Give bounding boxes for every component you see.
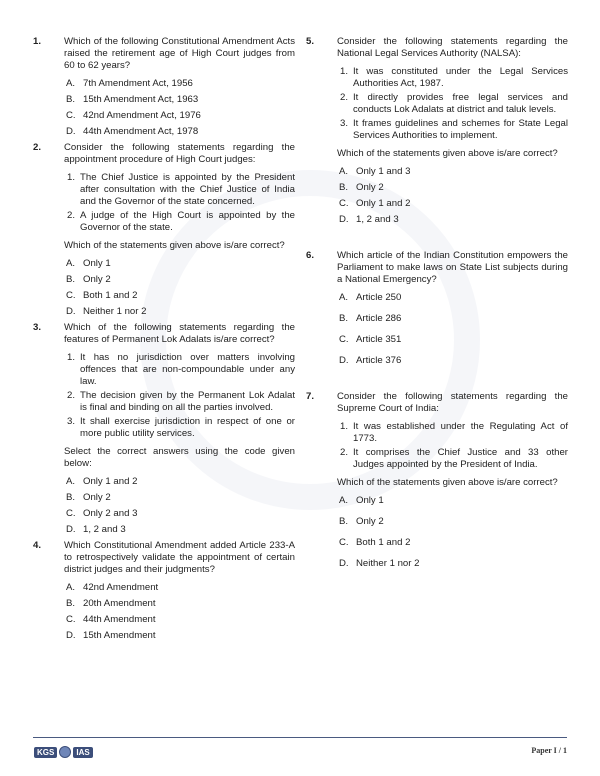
option-letter: A.	[66, 258, 76, 269]
statement-text: The decision given by the Permanent Lok Adalat is final and binding on all the parties involved.	[80, 390, 295, 413]
question-stem: Which of the following statements regarding the features of Permanent Lok Adalats is/are correct?	[64, 322, 295, 345]
option-letter: B.	[339, 516, 349, 527]
option-letter: A.	[339, 495, 349, 506]
answer-option	[337, 355, 568, 367]
question-6	[306, 250, 568, 367]
answer-option	[64, 492, 295, 504]
statement-item	[337, 66, 568, 90]
option-text: 44th Amendment Act, 1978	[83, 126, 199, 137]
question-prompt: Which of the statements given above is/are correct?	[337, 477, 558, 488]
question-1	[33, 36, 295, 138]
option-text: Neither 1 nor 2	[83, 306, 147, 317]
option-text: Article 351	[356, 334, 402, 345]
answer-option	[64, 126, 295, 138]
answer-option	[64, 258, 295, 270]
option-letter: A.	[66, 78, 76, 89]
statement-number: 2.	[67, 210, 76, 221]
statement-item	[64, 210, 295, 234]
option-letter: A.	[66, 476, 76, 487]
answer-option	[337, 166, 568, 178]
option-text: Article 376	[356, 355, 402, 366]
option-text: Only 1 and 2	[83, 476, 138, 487]
answer-option	[64, 508, 295, 520]
option-text: Both 1 and 2	[356, 537, 411, 548]
question-3	[33, 322, 295, 536]
option-letter: C.	[66, 110, 76, 121]
statement-text: The Chief Justice is appointed by the President after consultation with the Chief Justice of India and the Governor of the state concerned.	[80, 172, 295, 207]
logo-ias-text: IAS	[73, 747, 92, 758]
answer-option	[64, 476, 295, 488]
option-letter: D.	[66, 306, 76, 317]
option-text: Only 1	[83, 258, 111, 269]
answer-option	[64, 306, 295, 318]
statement-text: It frames guidelines and schemes for State Legal Services Authorities to implement.	[353, 118, 568, 141]
statement-item	[64, 352, 295, 388]
statement-item	[64, 416, 295, 440]
statement-number: 2.	[340, 92, 349, 103]
statement-list	[64, 172, 295, 234]
option-text: Only 1 and 2	[356, 198, 411, 209]
option-letter: B.	[66, 274, 76, 285]
question-stem: Which of the following Constitutional Amendment Acts raised the retirement age of High Court judges from 60 to 62 years?	[64, 36, 295, 71]
statement-number: 1.	[340, 66, 349, 77]
kgs-ias-logo	[34, 746, 93, 758]
answer-option	[64, 274, 295, 286]
option-letter: D.	[66, 126, 76, 137]
statement-item	[64, 390, 295, 414]
option-text: 1, 2 and 3	[356, 214, 399, 225]
option-letter: B.	[66, 94, 76, 105]
option-letter: D.	[66, 630, 76, 641]
question-prompt: Select the correct answers using the code given below:	[64, 446, 295, 469]
statement-text: It directly provides free legal services and conducts Lok Adalats at district and taluk levels.	[353, 92, 568, 115]
option-text: Only 2	[83, 274, 111, 285]
question-number: 3.	[33, 322, 42, 333]
page-number: Paper I / 1	[531, 746, 567, 755]
answer-option	[337, 313, 568, 325]
statement-number: 2.	[340, 447, 349, 458]
option-text: Only 1 and 3	[356, 166, 411, 177]
question-5	[306, 36, 568, 226]
statement-text: It was established under the Regulating Act of 1773.	[353, 421, 568, 444]
option-text: Only 2	[356, 182, 384, 193]
question-stem: Consider the following statements regarding the National Legal Services Authority (NALSA):	[337, 36, 568, 59]
statement-item	[337, 421, 568, 445]
statement-number: 1.	[340, 421, 349, 432]
question-prompt: Which of the statements given above is/are correct?	[64, 240, 285, 251]
option-text: Only 2 and 3	[83, 508, 138, 519]
statement-text: It shall exercise jurisdiction in respect of one or more public utility services.	[80, 416, 295, 439]
option-text: Only 2	[83, 492, 111, 503]
statement-text: It comprises the Chief Justice and 33 other Judges appointed by the President of India.	[353, 447, 568, 470]
option-letter: B.	[66, 598, 76, 609]
option-text: 42nd Amendment	[83, 582, 159, 593]
answer-option	[64, 630, 295, 642]
option-text: 15th Amendment Act, 1963	[83, 94, 199, 105]
option-letter: C.	[339, 198, 349, 209]
right-column	[306, 36, 568, 579]
question-number: 7.	[306, 391, 315, 402]
left-column	[33, 36, 295, 646]
option-text: 15th Amendment	[83, 630, 156, 641]
answer-option	[337, 537, 568, 549]
answer-option	[337, 198, 568, 210]
option-text: 1, 2 and 3	[83, 524, 126, 535]
option-letter: A.	[66, 582, 76, 593]
logo-kgs-text: KGS	[34, 747, 57, 758]
statement-number: 1.	[67, 352, 76, 363]
option-letter: C.	[66, 290, 76, 301]
statement-number: 3.	[340, 118, 349, 129]
statement-item	[337, 118, 568, 142]
answer-option	[64, 78, 295, 90]
statement-number: 3.	[67, 416, 76, 427]
option-text: Article 250	[356, 292, 402, 303]
option-letter: B.	[339, 182, 349, 193]
question-number: 4.	[33, 540, 42, 551]
option-text: 7th Amendment Act, 1956	[83, 78, 193, 89]
option-letter: A.	[339, 292, 349, 303]
question-stem: Consider the following statements regarding the Supreme Court of India:	[337, 391, 568, 414]
option-letter: D.	[66, 524, 76, 535]
answer-option	[337, 334, 568, 346]
option-letter: D.	[339, 355, 349, 366]
option-letter: C.	[339, 334, 349, 345]
answer-option	[337, 214, 568, 226]
question-number: 1.	[33, 36, 42, 47]
answer-option	[64, 598, 295, 610]
statement-list	[64, 352, 295, 440]
answer-option	[337, 182, 568, 194]
globe-icon	[59, 746, 71, 758]
question-stem: Consider the following statements regarding the appointment procedure of High Court judges:	[64, 142, 295, 165]
answer-option	[337, 495, 568, 507]
answer-option	[337, 516, 568, 528]
statement-list	[337, 421, 568, 471]
statement-item	[64, 172, 295, 208]
answer-option	[64, 290, 295, 302]
option-letter: B.	[66, 492, 76, 503]
option-text: Only 1	[356, 495, 384, 506]
answer-option	[64, 524, 295, 536]
option-text: 20th Amendment	[83, 598, 156, 609]
statement-item	[337, 447, 568, 471]
option-letter: A.	[339, 166, 349, 177]
question-number: 2.	[33, 142, 42, 153]
question-7	[306, 391, 568, 570]
option-letter: D.	[339, 558, 349, 569]
question-prompt: Which of the statements given above is/are correct?	[337, 148, 558, 159]
option-text: 42nd Amendment Act, 1976	[83, 110, 201, 121]
statement-item	[337, 92, 568, 116]
answer-option	[64, 582, 295, 594]
option-letter: C.	[339, 537, 349, 548]
statement-text: It was constituted under the Legal Services Authorities Act, 1987.	[353, 66, 568, 89]
question-stem: Which article of the Indian Constitution empowers the Parliament to make laws on State List subjects during a National Emergency?	[337, 250, 568, 285]
statement-list	[337, 66, 568, 142]
option-text: Only 2	[356, 516, 384, 527]
statement-text: A judge of the High Court is appointed by the Governor of the state.	[80, 210, 295, 233]
option-letter: B.	[339, 313, 349, 324]
question-number: 5.	[306, 36, 315, 47]
statement-number: 1.	[67, 172, 76, 183]
option-text: Article 286	[356, 313, 402, 324]
statement-number: 2.	[67, 390, 76, 401]
option-text: 44th Amendment	[83, 614, 156, 625]
answer-option	[64, 614, 295, 626]
answer-option	[337, 292, 568, 304]
option-text: Neither 1 nor 2	[356, 558, 420, 569]
option-text: Both 1 and 2	[83, 290, 138, 301]
question-number: 6.	[306, 250, 315, 261]
answer-option	[337, 558, 568, 570]
question-stem: Which Constitutional Amendment added Article 233-A to retrospectively validate the appointment of certain district judges and their judgments?	[64, 540, 295, 575]
option-letter: D.	[339, 214, 349, 225]
question-2	[33, 142, 295, 318]
answer-option	[64, 110, 295, 122]
answer-option	[64, 94, 295, 106]
option-letter: C.	[66, 614, 76, 625]
question-4	[33, 540, 295, 642]
option-letter: C.	[66, 508, 76, 519]
footer-divider	[33, 737, 567, 738]
statement-text: It has no jurisdiction over matters involving offences that are non-compoundable under any law.	[80, 352, 295, 387]
